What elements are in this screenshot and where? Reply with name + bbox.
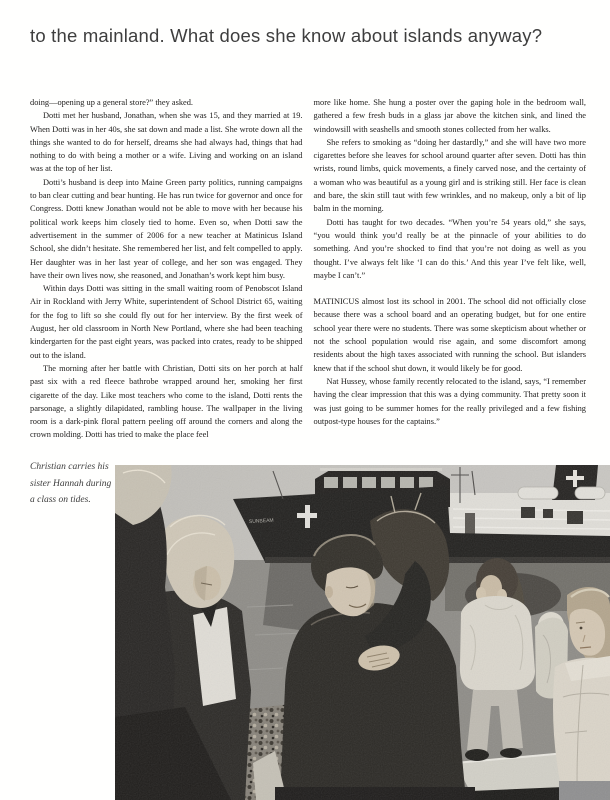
article-body	[30, 96, 586, 442]
photo-children-and-boat	[115, 465, 610, 800]
caption-line: a class on tides.	[30, 495, 91, 505]
article-column-left	[30, 96, 303, 442]
photo-caption	[30, 459, 122, 509]
article-column-right	[314, 96, 587, 442]
paragraph: The morning after her battle with Christian, Dotti sits on her porch at half past six with a red fleece bathrobe wrapped around her, smoking her first cigarette of the day. Like most teachers who come to the island, Dotti rents the parsonage, a slightly dilapidated, rambling house. The wallpaper in the living room is a dark-pink floral pattern peeling off around the corners and along the crown molding. Dotti has tried to make the place feel	[30, 363, 303, 440]
caption-line: sister Hannah during	[30, 478, 112, 489]
paragraph: more like home. She hung a poster over the gaping hole in the bedroom wall, gathered a few fresh buds in a glass jar above the kitchen sink, and lined the windowsill with seashells and smooth stones collected from her walks.	[313, 98, 586, 134]
paragraph: doing—opening up a general store?” they asked.	[30, 98, 194, 107]
caption-line: Christian carries his	[30, 462, 109, 472]
page-headline: to the mainland. What does she know about islands anyway?	[30, 25, 543, 46]
paragraph: Dotti met her husband, Jonathan, when she was 15, and they married at 19. When Dotti was in her 40s, she sat down and made a list. She wrote down all the things she wanted to do for herself, dreams she had always had, things that had nothing to do with being a mother or a wife. Living and working on an island was at the top of her list.	[30, 111, 303, 174]
photo-grain-overlay	[115, 465, 610, 800]
paragraph: Within days Dotti was sitting in the small waiting room of Penobscot Island Air in Rockland with Jerry White, superintendent of School District 65, waiting for the fog to lift so she could fly out for her interview. By the first week of August, her old classroom in North New Portland, where she had been teaching kindergarten for the past eight years, was packed into crates, ready to be shipped out to the island.	[30, 284, 303, 360]
paragraph: Dotti’s husband is deep into Maine Green party politics, running campaigns to ban clear cutting and bear hunting. He has run twice for governor and once for Congress. Dotti knew Jonathan would not be able to move with her because his political work keeps him closely tied to home. Even so, when Dotti saw the advertisement in the summer of 2006 for a new teacher at Matinicus Island School, she didn’t hesitate. She remembered her list, and felt compelled to apply. Her daughter was in her last year of college, and her son was engaged. They have their own lives now, she reasoned, and Jonathan’s work kept him busy.	[30, 177, 303, 280]
paragraph: Nat Hussey, whose family recently relocated to the island, says, “I remember having the clear impression that this was a dying community. That pretty soon it was just going to be summer homes for the really privileged and a few fishing outpost-type houses for the captains.”	[313, 376, 586, 426]
paragraph: She refers to smoking as “doing her dastardly,” and she will have two more cigarettes before she leaves for school around quarter after seven. Dotti has thin wrists, round limbs, quick movements, a finely carved nose, and the certainty of a woman who was beautiful as a young girl and is striking still. Her face is clean and bare, the skin still taut with few wrinkles, and no makeup, only a bit of lip balm in the morning.	[313, 137, 586, 214]
paragraph: Dotti has taught for two decades. “When you’re 54 years old,” she says, “you would think you’d really be at the pinnacle of your abilities to do something. And you’re shocked to find that you’re not doing as well as you thought. I’ve always felt like ‘I can do this.’ And this year I’ve felt like, well, maybe I can’t.”	[313, 217, 586, 280]
ship-name-label: SUNBEAM	[248, 517, 274, 525]
paragraph-section-start: MATINICUS almost lost its school in 2001. The school did not officially close because there was a school board and an operating budget, but for one entire school year there were no students. There was some skepticism about whether or not the school population would rise again, and some discomfort among residents about the high taxes associated with running the school. But islanders knew that if the school shut down, it would likely be for good.	[313, 297, 586, 373]
